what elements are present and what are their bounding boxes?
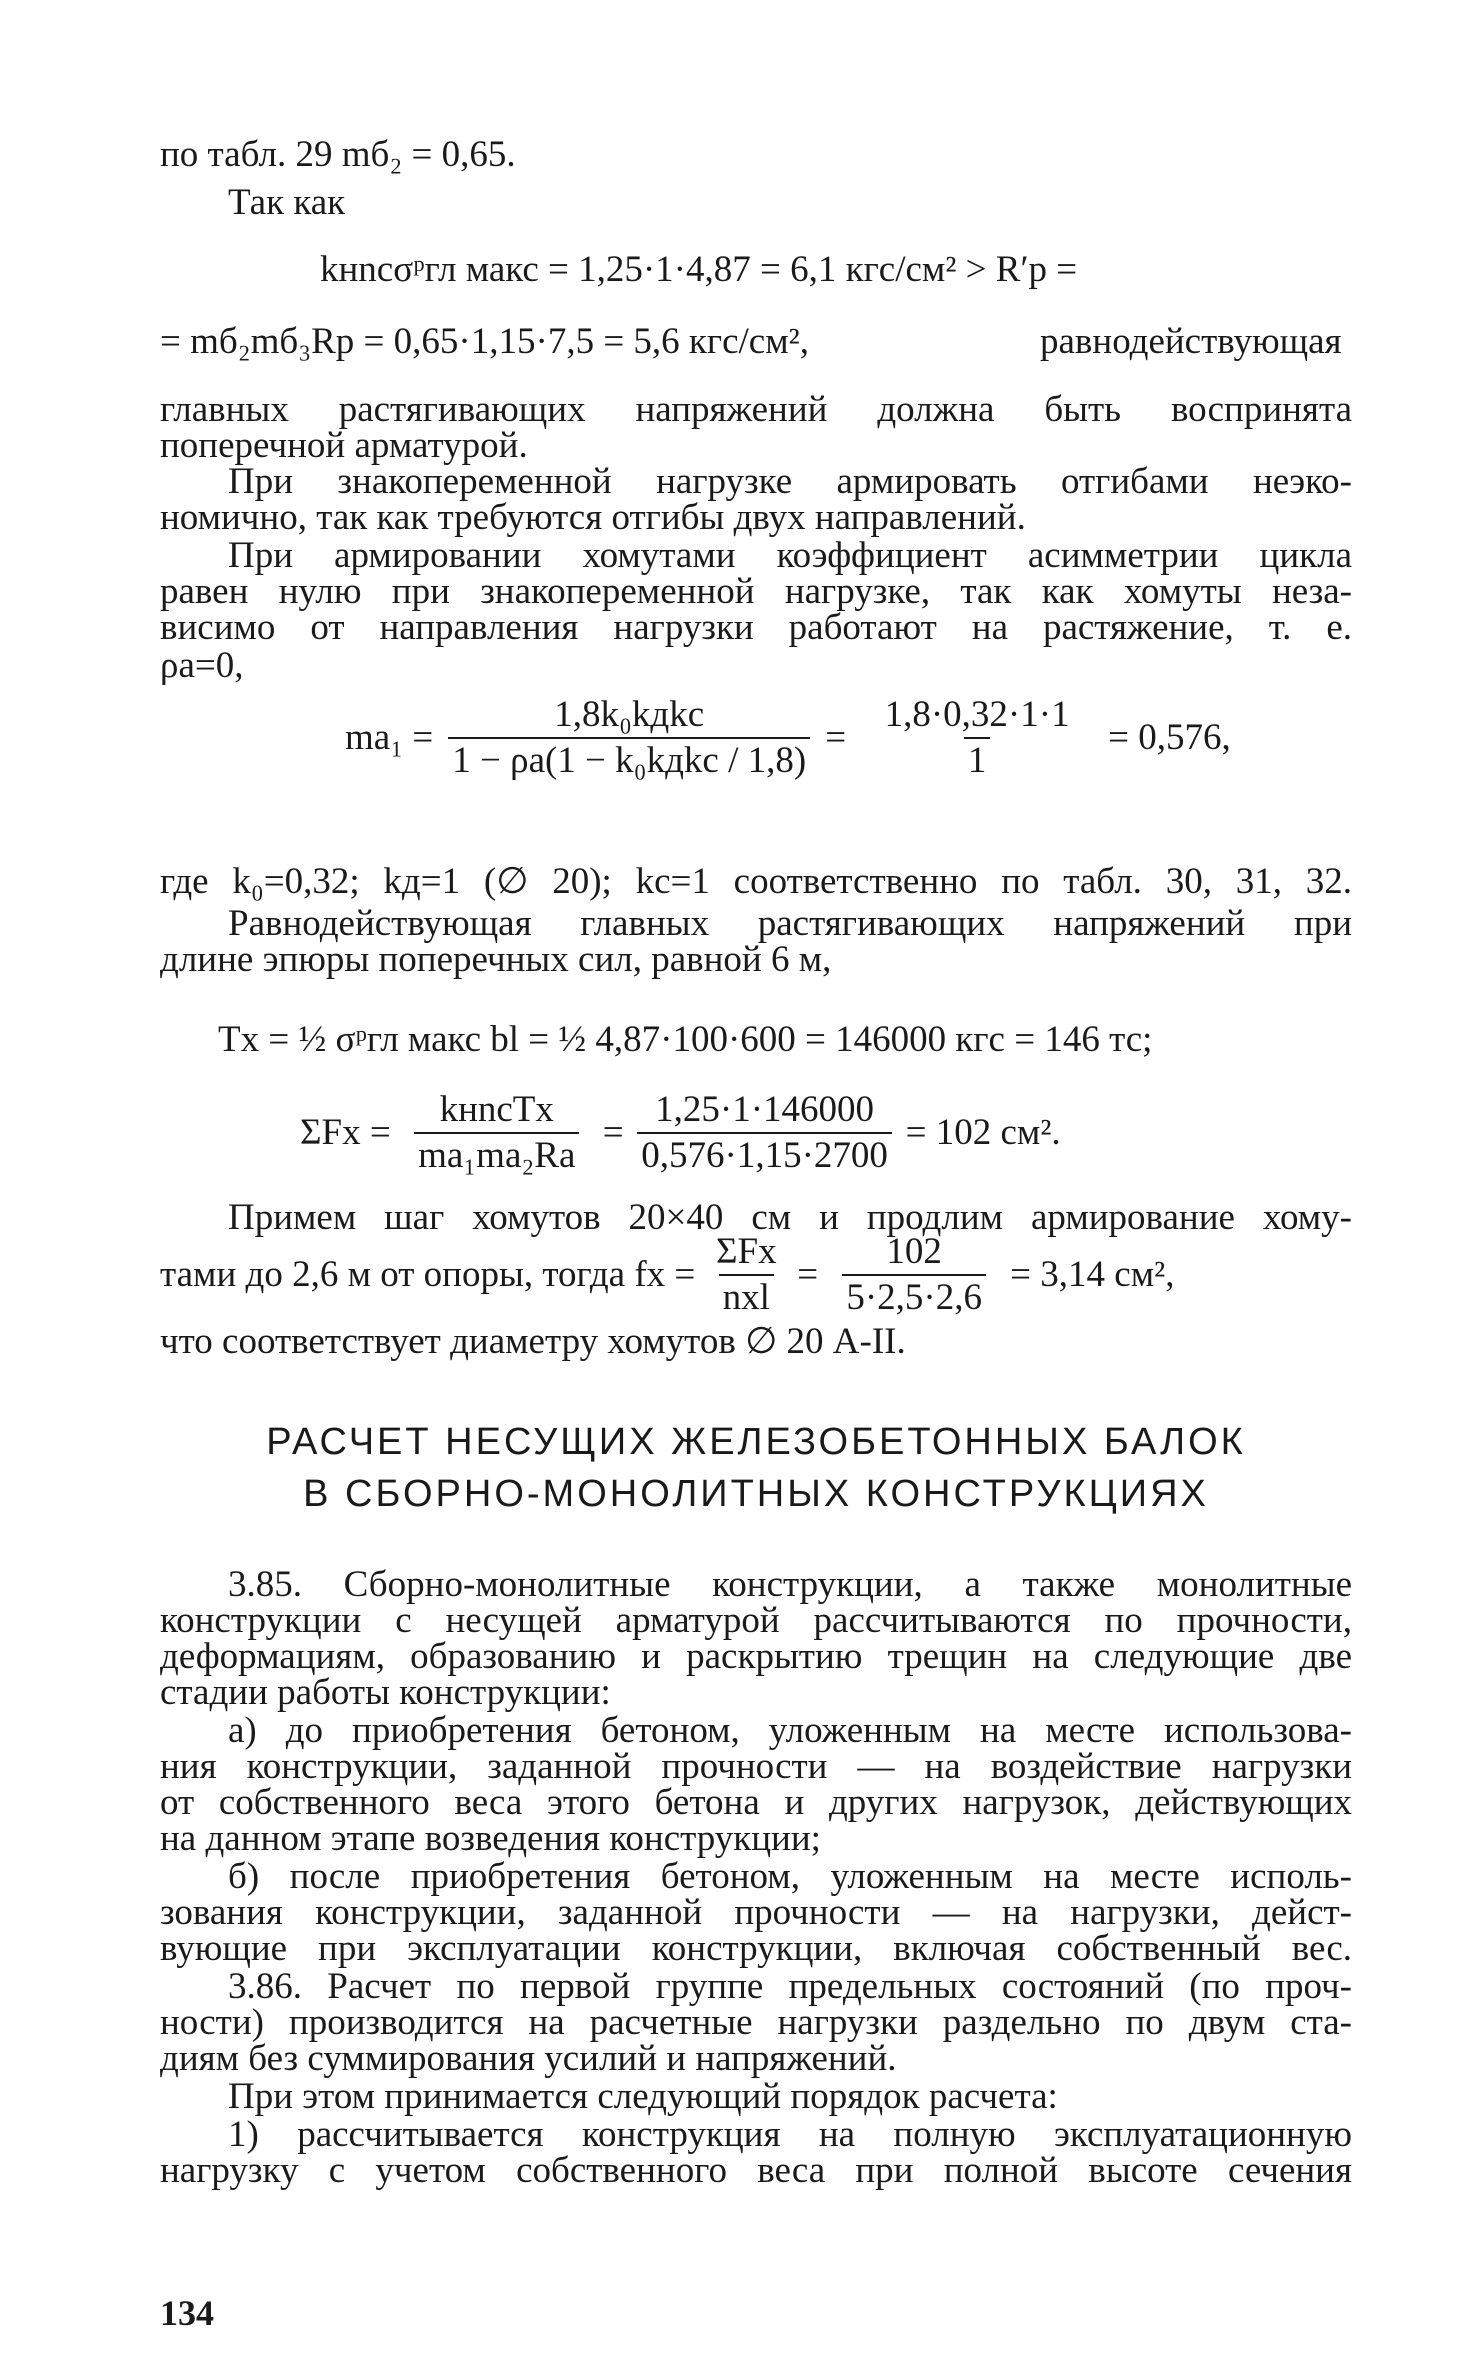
text-line: длине эпюры поперечных сил, равной 6 м, [160,939,832,980]
text-line: деформациям, образованию и раскрытию трещин на следующие две [160,1636,1352,1677]
text-line: 3.86. Расчет по первой группе предельных состояний (по проч- [228,1966,1352,2007]
text-line: ρа=0, [160,645,244,686]
text-line: При этом принимается следующий порядок расчета: [228,2076,1058,2117]
formula-ma1-eq: = [825,717,847,758]
formula-sumfx-denominator: mа₁mа₂Rа [414,1132,579,1176]
formula-sigma: kнncσᵖгл макс = 1,25·1·4,87 = 6,1 кгс/см² > R′р = [320,249,1078,290]
page-number: 134 [160,2293,214,2333]
formula-fx-numerator: ΣFх [715,1231,777,1272]
formula-rp-tail: равнодействующая [1040,321,1342,362]
text-line: б) после приобретения бетоном, уложенным на месте исполь- [228,1856,1352,1897]
text-line: При знакопеременной нагрузке армировать отгибами неэко- [228,461,1352,502]
formula-ma1 [345,695,1231,781]
formula-fx-denominator2: 5·2,5·2,6 [842,1274,986,1318]
text-line: нагрузку с учетом собственного веса при полной высоте сечения [160,2150,1352,2191]
text-line: равен нулю при знакопеременной нагрузке, так как хомуты неза- [160,571,1352,612]
formula-ma1-denominator2: 1 [964,737,991,781]
formula-ma1-lhs: mа₁ = [345,717,434,758]
text-line: Примем шаг хомутов 20×40 см и продлим армирование хому- [228,1197,1352,1238]
formula-fx-numerator2: 102 [886,1231,942,1272]
formula-sumfx-numerator: kнncTх [439,1089,554,1130]
text-line: Так как [228,182,346,223]
formula-ma1-denominator: 1 − ρа(1 − k₀kдkс / 1,8) [448,737,810,781]
formula-fx-denominator: nхl [719,1274,774,1318]
text-line: конструкции с несущей арматурой рассчитываются по прочности, [160,1600,1352,1641]
text-line: ности) производится на расчетные нагрузки раздельно по двум ста- [160,2002,1352,2043]
text-line: где k₀=0,32; kд=1 (∅ 20); kс=1 соответственно по табл. 30, 31, 32. [160,861,1352,902]
formula-sumfx-lhs: ΣFх = [300,1112,391,1153]
formula-ma1-numerator: 1,8k₀kдkс [554,694,705,735]
section-heading-line-1: РАСЧЕТ НЕСУЩИХ ЖЕЛЕЗОБЕТОННЫХ БАЛОК [266,1421,1246,1463]
text-line: от собственного веса этого бетона и других нагрузок, действующих [160,1782,1352,1823]
text-line: Равнодействующая главных растягивающих напряжений при [228,903,1352,944]
formula-sumfx: ΣFх = $\frac{\text{kнncTх}}{\text{mа₁mа₂Rа}}$ = $\frac{1,25\cdot 1\cdot 146000}{0,576\cdot 1,15\cdot 2700}$ = 102 см². [300,1089,1061,1176]
formula-fx: тами до 2,6 м от опоры, тогда fх = $\frac{\text{ΣFх}}{\text{nхl}}$ = $\frac{102}{5\cdot 2,5\cdot 2,6}$ = 3,14 см², [160,1231,1175,1318]
formula-ma1-result: = 0,576, [1108,717,1231,758]
text-line: вующие при эксплуатации конструкции, включая собственный вес. [160,1928,1352,1969]
formula-sumfx-denominator2: 0,576·1,15·2700 [637,1132,892,1176]
text-line: что соответствует диаметру хомутов ∅ 20 А-II. [160,1321,906,1362]
formula-tx: Tх = ½ σᵖгл макс bl = ½ 4,87·100·600 = 146000 кгс = 146 тс; [218,1019,1153,1060]
text-line: При армировании хомутами коэффициент асимметрии цикла [228,535,1352,576]
text-line: 3.85. Сборно-монолитные конструкции, а также монолитные [228,1564,1352,1605]
formula-fx-lhs: тами до 2,6 м от опоры, тогда fх = [160,1254,696,1295]
text-line: номично, так как требуются отгибы двух направлений. [160,497,1026,538]
text-line: висимо от направления нагрузки работают на растяжение, т. е. [160,607,1352,648]
text-line: ния конструкции, заданной прочности — на воздействие нагрузки [160,1746,1352,1787]
formula-rp: = mб₂mб₃Rр = 0,65·1,15·7,5 = 5,6 кгс/см², [160,321,809,362]
formula-fx-result: = 3,14 см², [1010,1254,1175,1295]
formula-sumfx-numerator2: 1,25·1·146000 [655,1089,875,1130]
text-line: по табл. 29 mб₂ = 0,65. [160,134,516,175]
text-line: стадии работы конструкции: [160,1672,611,1713]
text-line: на данном этапе возведения конструкции; [160,1818,821,1859]
text-line: главных растягивающих напряжений должна быть воспринята [160,389,1352,430]
text-line: зования конструкции, заданной прочности — на нагрузки, дейст- [160,1892,1352,1933]
text-line: 1) рассчитывается конструкция на полную эксплуатационную [228,2114,1352,2155]
formula-sumfx-result: = 102 см². [905,1112,1061,1153]
formula-ma1-numerator2: 1,8·0,32·1·1 [884,694,1070,735]
text-line: поперечной арматурой. [160,425,528,466]
text-line: а) до приобретения бетоном, уложенным на месте использова- [228,1710,1352,1751]
section-heading-line-2: В СБОРНО-МОНОЛИТНЫХ КОНСТРУКЦИЯХ [303,1473,1209,1515]
text-line: диям без суммирования усилий и напряжений. [160,2038,897,2079]
